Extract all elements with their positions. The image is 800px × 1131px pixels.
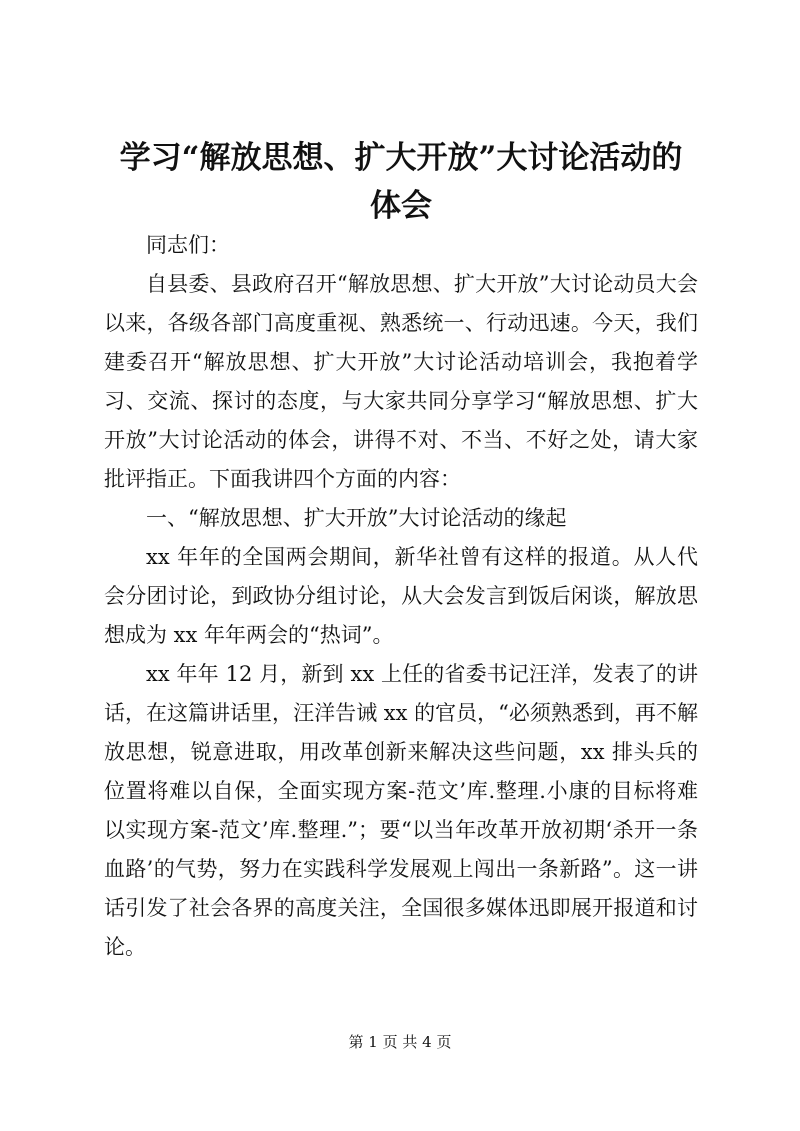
- document-title: 学习“解放思想、扩大开放”大讨论活动的体会: [119, 140, 683, 224]
- speech-paragraph: xx 年年 12 月，新到 xx 上任的省委书记汪洋，发表了的讲话，在这篇讲话里，汪洋告诫 xx 的官员，“必须熟悉到，再不解放思想，锐意进取，用改革创新来解决这些问题，xx 排头兵的位置将难以自保，全面实现方案-范文’库.整理.小康的目标将难以实现方案-范文’库.整理.”；要“以当年改革开放初期‘杀开一条血路’的气势，努力在实践科学发展观上闯出一条新路”。这一讲话引发了社会各界的高度关注，全国很多媒体迅即展开报道和讨论。: [104, 662, 698, 959]
- salutation-paragraph: 同志们：: [146, 233, 230, 257]
- page-footer: 第 1 页 共 4 页: [348, 1033, 452, 1051]
- document-body: [104, 226, 698, 967]
- background-paragraph: xx 年年的全国两会期间，新华社曾有这样的报道。从人代会分团讨论，到政协分组讨论，从大会发言到饭后闲谈，解放思想成为 xx 年年两会的“热词”。: [104, 545, 698, 647]
- section-heading: 一、“解放思想、扩大开放”大讨论活动的缘起: [146, 506, 567, 530]
- introduction-paragraph: 自县委、县政府召开“解放思想、扩大开放”大讨论动员大会以来，各级各部门高度重视、熟悉统一、行动迅速。今天，我们建委召开“解放思想、扩大开放”大讨论活动培训会，我抱着学习、交流、探讨的态度，与大家共同分享学习“解放思想、扩大开放”大讨论活动的体会，讲得不对、不当、不好之处，请大家批评指正。下面我讲四个方面的内容：: [104, 272, 698, 491]
